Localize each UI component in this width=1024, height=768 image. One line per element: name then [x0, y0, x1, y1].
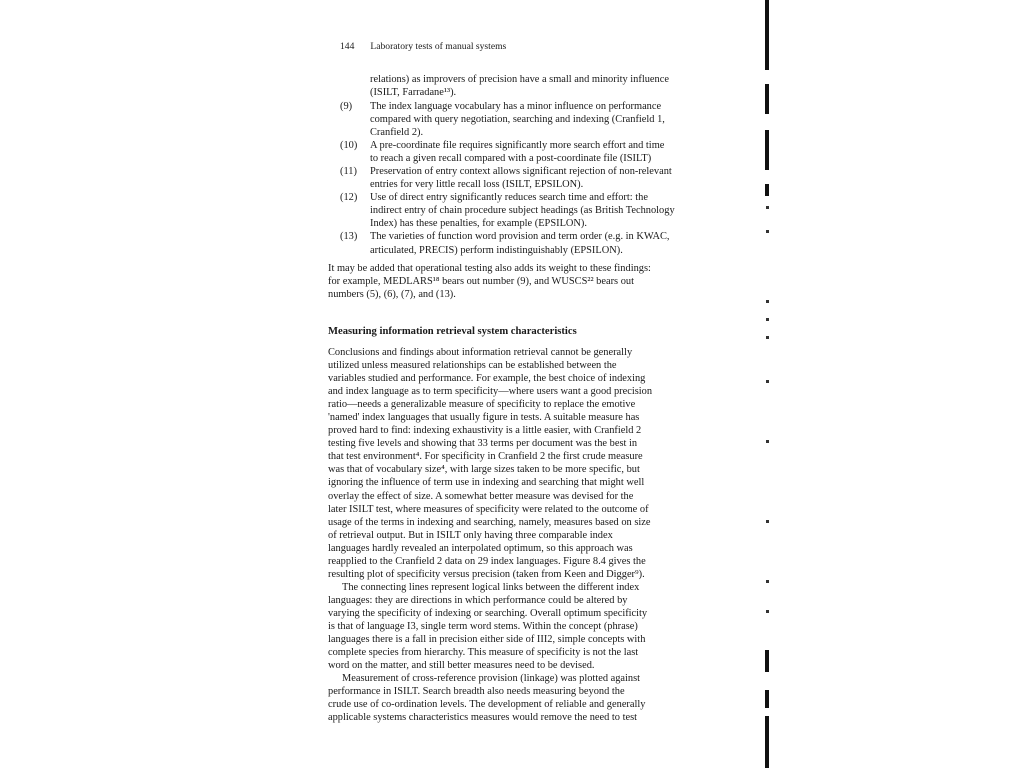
- text-line: resulting plot of specificity versus precision (taken from Keen and Digger⁹).: [328, 568, 645, 580]
- text-line: complete species from hierarchy. This measure of specificity is not the last: [328, 647, 639, 659]
- finding-number: (12): [340, 192, 358, 204]
- running-title: Laboratory tests of manual systems: [370, 41, 507, 52]
- text-line: proved hard to find: indexing exhaustivity is a little easier, with Cranfield 2: [328, 425, 642, 437]
- text-line: The connecting lines represent logical links between the different index: [342, 581, 640, 593]
- text-line: The index language vocabulary has a minor influence on performance: [370, 101, 662, 112]
- text-line: Conclusions and findings about information retrieval cannot be generally: [328, 347, 633, 358]
- book-page: [328, 28, 760, 768]
- findings-list: [328, 100, 758, 257]
- finding-item-10: [328, 139, 758, 165]
- text-line: varying the specificity of indexing or searching. Overall optimum specificity: [328, 607, 648, 619]
- text-line: compared with query negotiation, searching and indexing (Cranfield 1,: [370, 114, 665, 126]
- text-line: overlay the effect of size. A somewhat better measure was devised for the: [328, 490, 634, 502]
- text-line: Index) has these penalties, for example (EPSILON).: [370, 218, 587, 230]
- text-line: ratio—needs a generalizable measure of specificity to replace the emotive: [328, 399, 636, 411]
- finding-item-11: [328, 165, 758, 191]
- finding-number: (13): [340, 231, 358, 243]
- text-line: utilized unless measured relationships can be established between the: [328, 360, 617, 372]
- text-line: applicable systems characteristics measures would remove the need to test: [328, 712, 638, 724]
- text-line: The varieties of function word provision and term order (e.g. in KWAC,: [370, 231, 670, 243]
- text-line: indirect entry of chain procedure subject headings (as British Technology: [370, 205, 675, 217]
- text-line: and index language as to term specificity—where users want a good precision: [328, 386, 653, 398]
- finding-item-12: [328, 191, 758, 230]
- text-line: Cranfield 2).: [370, 127, 424, 139]
- text-line: It may be added that operational testing also adds its weight to these findings:: [328, 263, 651, 274]
- text-line: Preservation of entry context allows significant rejection of non-relevant: [370, 166, 672, 178]
- text-line: Use of direct entry significantly reduces search time and effort: the: [370, 192, 648, 204]
- finding-number: (10): [340, 140, 358, 152]
- finding-item-13: [328, 230, 758, 256]
- text-line: ignoring the influence of term use in indexing and searching that might well: [328, 477, 645, 489]
- text-line: usage of the terms in indexing and searching, namely, measures based on size: [328, 516, 651, 528]
- text-line: of retrieval output. But in ISILT only having three comparable index: [328, 529, 613, 541]
- text-line: languages there is a fall in precision either side of III2, simple concepts with: [328, 634, 646, 646]
- text-line: variables studied and performance. For example, the best choice of indexing: [328, 373, 646, 385]
- paragraph-operational-testing: [328, 262, 758, 301]
- text-line: A pre-coordinate file requires significantly more search effort and time: [370, 140, 665, 152]
- text-line: for example, MEDLARS¹⁸ bears out number (9), and WUSCS²² bears out: [328, 276, 634, 288]
- text-line: entries for very little recall loss (ISILT, EPSILON).: [370, 179, 584, 191]
- text-line: languages: they are directions in which performance could be altered by: [328, 594, 628, 606]
- text-line: languages hardly revealed an interpolated optimum, so this approach was: [328, 542, 633, 554]
- text-line: Measurement of cross-reference provision (linkage) was plotted against: [342, 673, 641, 685]
- text-line: later ISILT test, where measures of specificity were related to the outcome of: [328, 503, 649, 515]
- section-heading: Measuring information retrieval system characteristics: [328, 326, 577, 337]
- finding-number: (11): [340, 166, 357, 178]
- text-line: articulated, PRECIS) perform indistinguishably (EPSILON).: [370, 244, 623, 256]
- text-line: crude use of co-ordination levels. The development of reliable and generally: [328, 699, 646, 711]
- continued-finding-text: [328, 73, 758, 99]
- text-line: relations) as improvers of precision have a small and minority influence: [370, 74, 669, 85]
- page-number: 144: [340, 41, 355, 52]
- text-line: reapplied to the Cranfield 2 data on 29 index languages. Figure 8.4 gives the: [328, 555, 646, 567]
- finding-number: (9): [340, 101, 353, 112]
- finding-item-9: [328, 100, 758, 139]
- text-line: testing five levels and showing that 33 terms per document was the best in: [328, 438, 638, 450]
- scan-edge-artifact: [763, 0, 772, 768]
- text-line: word on the matter, and still better measures need to be devised.: [328, 660, 595, 672]
- text-line: that test environment⁴. For specificity in Cranfield 2 the first crude measure: [328, 451, 643, 463]
- text-line: was that of vocabulary size⁴, with large sizes taken to be more specific, but: [328, 464, 640, 476]
- text-line: performance in ISILT. Search breadth also needs measuring beyond the: [328, 686, 625, 698]
- running-header: [340, 40, 506, 53]
- text-line: 'named' index languages that usually figure in tests. A suitable measure has: [328, 412, 640, 424]
- text-line: (ISILT, Farradane¹³).: [370, 87, 457, 99]
- text-line: to reach a given recall compared with a post-coordinate file (ISILT): [370, 153, 652, 165]
- text-line: is that of language I3, single term word stems. Within the concept (phrase): [328, 620, 638, 632]
- text-line: numbers (5), (6), (7), and (13).: [328, 289, 456, 301]
- paragraph-measuring: [328, 346, 758, 724]
